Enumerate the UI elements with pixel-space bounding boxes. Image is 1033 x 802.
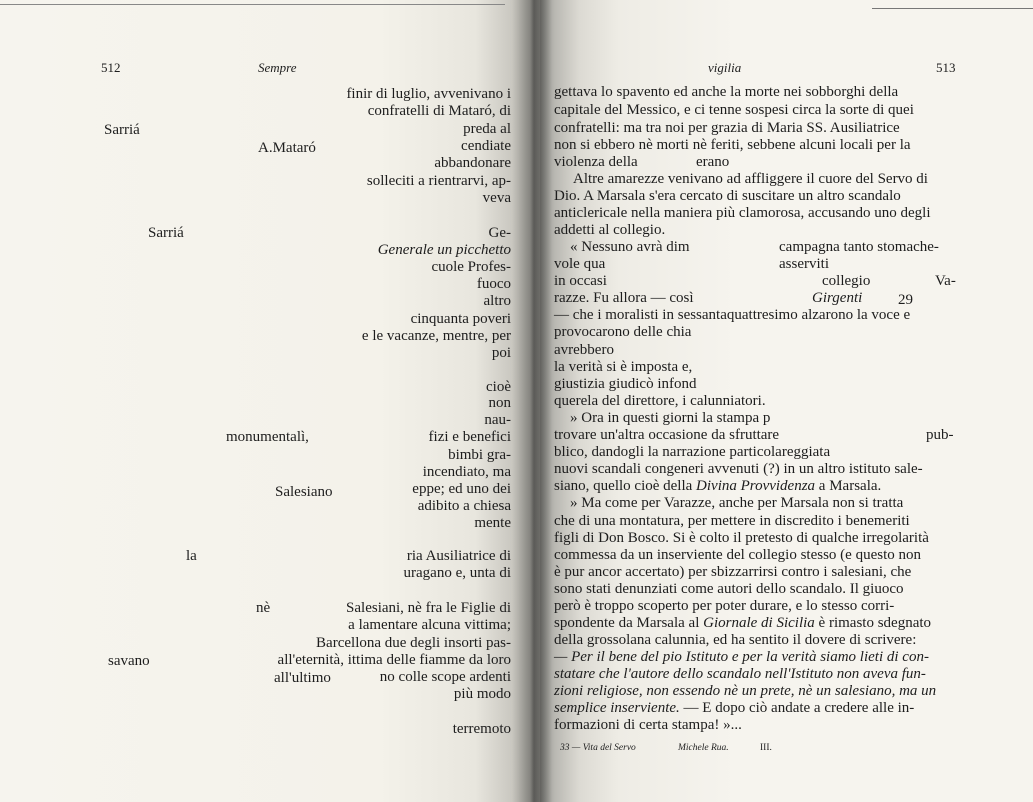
text-line: — che i moralisti in sessantaquattresimo alzarono la voce e [554,307,911,323]
margin-note: Sarriá [104,122,140,138]
text-line: bimbi gra- [448,447,511,463]
text-line: commessa da un inserviente del collegio stesso (e questo non [554,547,921,563]
text-line: addetti al collegio. [554,222,666,238]
text-line: violenza della [554,154,638,170]
text-fragment: siano, quello cioè della [554,478,693,494]
margin-note: nè [256,600,271,616]
text-line: cuole Profes- [431,259,511,275]
text-line: adibito a chiesa [417,498,511,514]
margin-note: monumentalì, [226,429,309,445]
text-line: collegio [822,273,871,289]
text-line: Ge- [488,225,511,241]
footer-author: Michele Rua. [678,743,729,753]
text-line: anticlericale nella maniera più clamorosa, accusando uno degli [554,205,931,221]
institute-name: Divina Provvidenza [696,478,816,494]
text-line: più modo [453,686,511,702]
text-line: fizi e benefici [428,429,511,445]
text-fragment: — E dopo ciò andate a credere alle in- [683,700,915,716]
newspaper-title: Giornale di Sicilia [703,615,815,631]
text-line: confratelli di Mataró, di [367,103,511,119]
margin-note: Sarriá [148,225,184,241]
text-line: è pur ancor accertato) per sbizzarrirsi contro i salesiani, che [554,564,912,580]
text-fragment: a Marsala. [818,478,882,494]
text-line: e le vacanze, mentre, per [361,328,511,344]
text-line: che di una montatura, per mettere in discredito i benemeriti [554,513,910,529]
text-line: sono stati denunziati come autori dello scandalo. Il giuoco [554,581,904,597]
quote-line: statare che l'autore dello scandalo nell'Istituto non aveva fun- [554,666,926,682]
text-line: provocarono delle chia [554,324,692,340]
top-edge-rule [0,4,505,5]
text-line: » Ma come per Varazze, anche per Marsala non si tratta [570,495,904,511]
text-line: confratelli: ma tra noi per grazia di Maria SS. Ausiliatrice [554,120,900,136]
text-line: razze. Fu allora — così [554,290,694,306]
text-line: figli di Don Bosco. Si è colto il pretesto di qualche irregolarità [554,530,929,546]
text-line: solleciti a rientrarvi, ap- [366,173,511,189]
text-line: veva [482,190,511,206]
text-line: a lamentare alcuna vittima; [348,617,511,633]
text-line: la verità si è imposta e, [554,359,693,375]
text-line: terremoto [452,721,511,737]
text-line: eppe; ed uno dei [412,481,511,497]
text-line: querela del direttore, i calunniatori. [554,393,766,409]
quote-line: — Per il bene del pio Istituto e per la verità siamo lieti di con- [554,649,929,665]
text-line: Va- [935,273,956,289]
text-line: vole qua [554,256,606,272]
right-running-head: vigilia [708,60,742,75]
text-line: preda al [463,121,511,137]
text-line: Generale un picchetto [377,242,511,258]
text-line: altro [483,293,511,309]
text-line: all'eternità, ittima delle fiamme da loro [277,652,511,668]
margin-note: A.Mataró [258,140,316,156]
text-line: asserviti [779,256,829,272]
quote-fragment: semplice inserviente. [554,700,680,716]
right-page-number: 513 [936,60,956,75]
text-line: incendiato, ma [422,464,511,480]
text-line: non [488,395,511,411]
text-line: Barcellona due degli insorti pas- [316,635,511,651]
text-line: cendiate [461,138,511,154]
text-line: formazioni di certa stampa! »... [554,717,742,733]
left-page-number: 512 [101,60,121,75]
text-line: cioè [486,379,511,395]
text-line: finir di luglio, avvenivano i [346,86,511,102]
quote-line: zioni religiose, non essendo nè un prete, nè un salesiano, ma un [554,683,937,699]
text-line: giustizia giudicò infond [554,376,697,392]
margin-note: all'ultimo [274,670,331,686]
text-line: « Nessuno avrà dim [570,239,690,255]
text-line: » Ora in questi giorni la stampa p [570,410,771,426]
text-line: cinquanta poveri [410,311,511,327]
text-line: Salesiani, nè fra le Figlie di [346,600,511,616]
text-line: uragano e, unta di [403,565,511,581]
footer-volume: III. [760,743,772,753]
text-line: no colle scope ardenti [379,669,511,685]
text-line: gettava lo spavento ed anche la morte nei sobborghi della [554,84,899,100]
text-line: campagna tanto stomache- [779,239,939,255]
text-line: Altre amarezze venivano ad affliggere il cuore del Servo di [573,171,928,187]
book-gutter [512,0,552,802]
left-running-head: Sempre [258,60,297,75]
text-line: fuoco [476,276,511,292]
text-line: ria Ausiliatrice di [406,548,511,564]
text-line: Dio. A Marsala s'era cercato di suscitare un altro scandalo [554,188,901,204]
margin-note: savano [108,653,150,669]
text-line: della grossolana calunnia, ed ha sentito il dovere di scrivere: [554,632,917,648]
text-line: Girgenti [812,290,863,306]
text-line: capitale del Messico, e ci tenne sospesi circa la sorte di quei [554,102,914,118]
text-line: mente [474,515,511,531]
text-line: però è troppo scoperto per poter durare, e lo stesso corri- [554,598,895,614]
text-line: nuovi scandali congeneri avvenuti (?) in un altro istituto sale- [554,461,923,477]
text-line: non si ebbero nè morti nè feriti, sebbene alcuni locali per la [554,137,911,153]
footnote-ref: 29 [898,292,913,308]
text-line: blico, dandogli la narrazione particolareggiata [554,444,831,460]
text-fragment: è rimasto sdegnato [818,615,932,631]
text-line: pub- [926,427,954,443]
margin-note: la [186,548,197,564]
text-line: in occasi [554,273,607,289]
text-line: abbandonare [434,155,511,171]
text-fragment: trovare un'altra occasione da sfruttare [554,427,780,443]
top-edge-rule-right [872,8,1033,9]
margin-note: Salesiano [275,484,333,500]
text-line: nau- [484,412,511,428]
text-line: erano [696,154,730,170]
text-line: poi [491,345,511,361]
text-line: avrebbero [554,342,614,358]
printer-signature: 33 — Vita del Servo [560,743,636,753]
text-fragment: spondente da Marsala al [554,615,700,631]
